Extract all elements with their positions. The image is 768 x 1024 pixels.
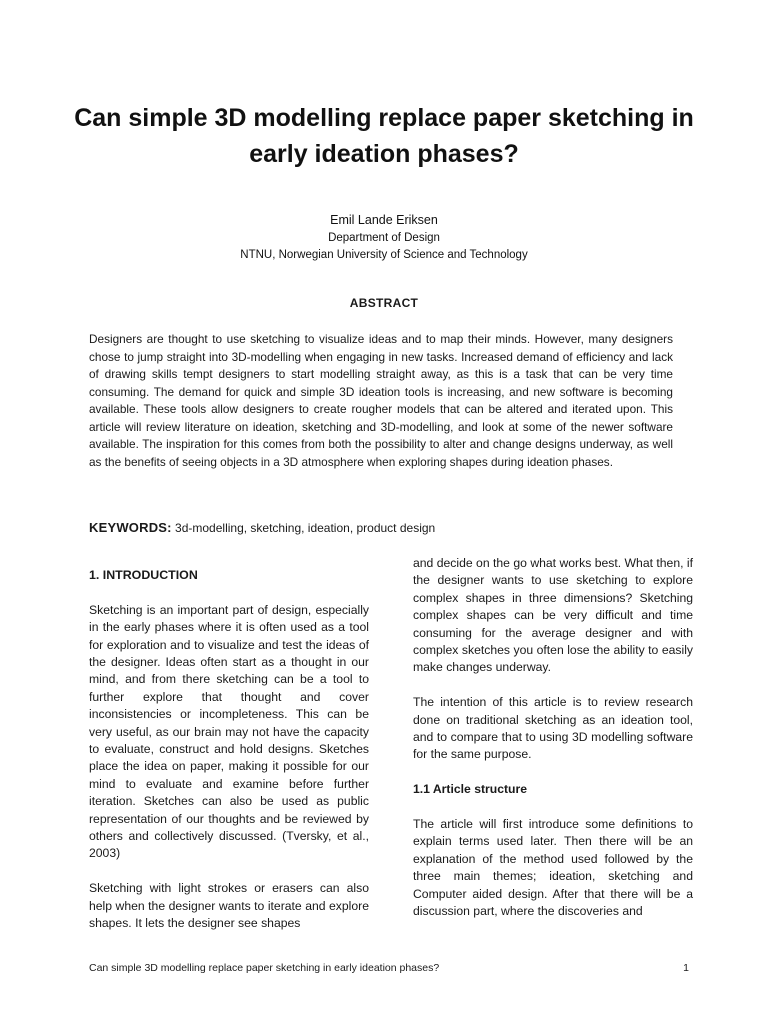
keywords-line — [89, 519, 689, 537]
article-structure-paragraph: The article will first introduce some definitions to explain terms used later. Then there will be an explanation of the method used followed by the three main themes; ideation, sketching and Computer aided design. After that there will be a discussion part, where the discoveries and — [413, 817, 693, 919]
intro-paragraph-1: Sketching is an important part of design, especially in the early phases where it is often used as a tool for exploration and to visualize and test the ideas of the designer. Ideas often start as a thought in our mind, and from there sketching can be a tool to further explore that thought and cover inconsistencies or incompleteness. This can be very useful, as our brain may not have the capacity to evaluate, construct and hold designs. Sketches place the idea on paper, making it possible for our mind to evaluate and examine before further iteration. Sketches can also be used as public representation of our thoughts and be reviewed by others and collectively discussed. (Tversky, et al., 2003) — [89, 602, 369, 861]
author-institution: NTNU, Norwegian University of Science and Technology — [240, 249, 528, 261]
keywords-label: KEYWORDS: — [89, 520, 172, 535]
keywords-text: 3d-modelling, sketching, ideation, product design — [175, 521, 436, 535]
intro-paragraph-4: The intention of this article is to review research done on traditional sketching as an ideation tool, and to compare that to using 3D modelling software for the same purpose. — [413, 695, 693, 762]
author-department: Department of Design — [328, 232, 440, 244]
page-number: 1 — [683, 962, 689, 974]
left-column — [89, 555, 369, 933]
abstract-body: Designers are thought to use sketching to visualize ideas and to map their minds. However, many designers chose to jump straight into 3D-modelling when engaging in new tasks. Increased demand of efficiency and lack of drawing skills tempt designers to start modelling straight away, as this is a task that can be very time consuming. The demand for quick and simple 3D ideation tools is increasing, and new software is becoming available. These tools allow designers to create rougher models that can be altered and iterated upon. This article will review literature on ideation, sketching and 3D-modelling, and look at some of the newer software available. The inspiration for this comes from both the possibility to alter and change designs underway, as well as the benefits of seeing objects in a 3D atmosphere when exploring shapes during ideation phases. — [89, 332, 673, 469]
page-footer — [89, 961, 689, 975]
abstract-heading: ABSTRACT — [349, 296, 419, 310]
section-heading-introduction: 1. INTRODUCTION — [89, 568, 198, 582]
author-name: Emil Lande Eriksen — [330, 213, 438, 227]
paper-title: Can simple 3D modelling replace paper sketching in early ideation phases? — [74, 104, 694, 168]
intro-paragraph-3: and decide on the go what works best. What then, if the designer wants to use sketching to explore complex shapes in three dimensions? Sketching complex shapes can be very difficult and time consuming for the average designer and with complex sketches you often lose the ability to easily make changes underway. — [413, 556, 693, 675]
intro-paragraph-2: Sketching with light strokes or erasers can also help when the designer wants to iterate and explore shapes. It lets the designer see shapes — [89, 881, 369, 931]
author-block — [60, 212, 708, 264]
footer-running-title: Can simple 3D modelling replace paper sketching in early ideation phases? — [89, 962, 440, 974]
subsection-heading-article-structure: 1.1 Article structure — [413, 782, 528, 797]
right-column — [413, 555, 693, 920]
